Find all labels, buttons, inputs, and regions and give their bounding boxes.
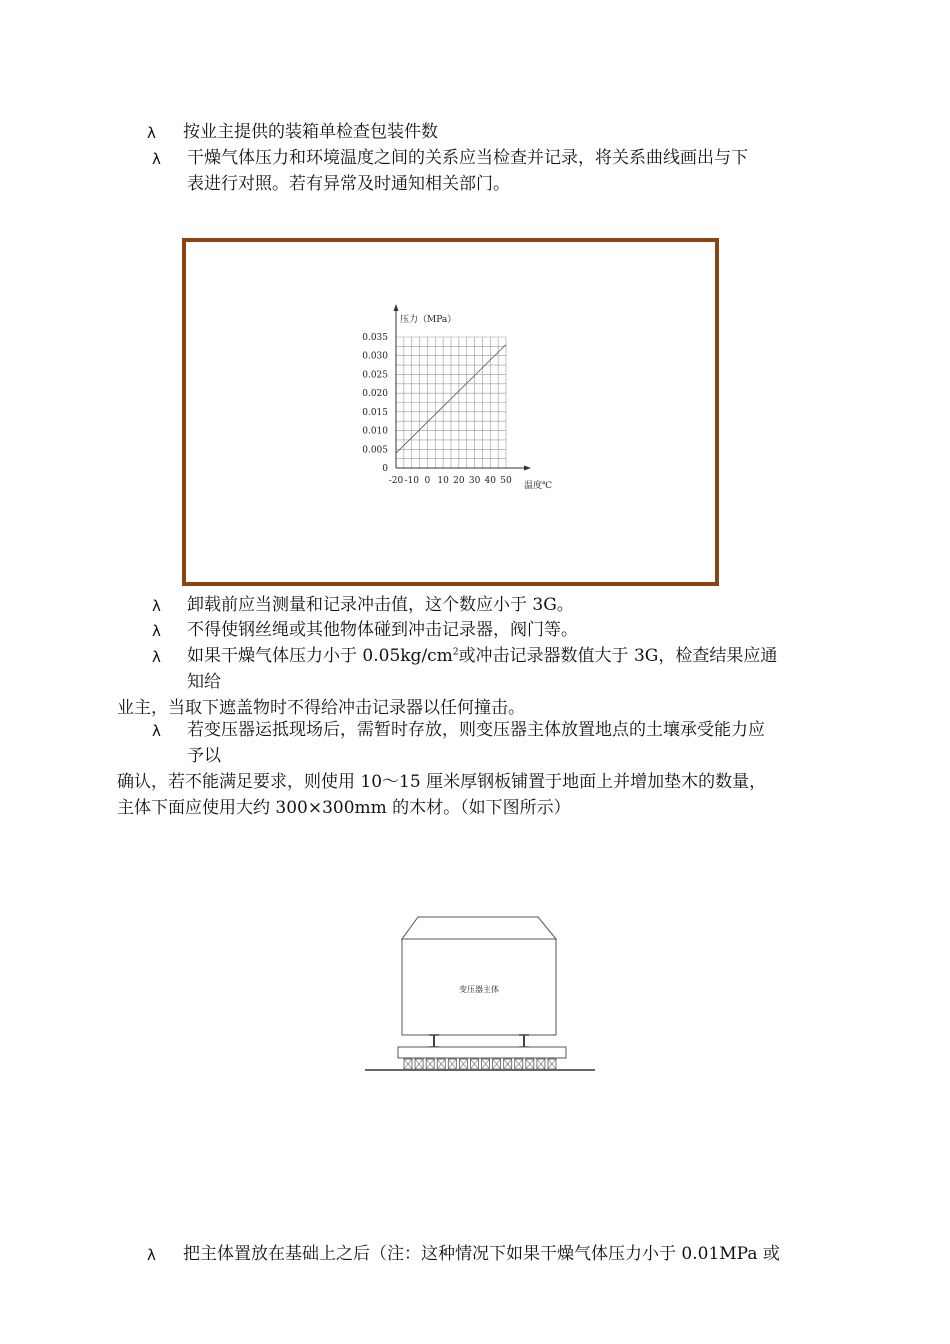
bullet-symbol: λ xyxy=(152,597,161,615)
y-tick-label: 0.010 xyxy=(362,426,388,437)
x-tick-label: 10 xyxy=(437,476,449,486)
y-tick-label: 0.030 xyxy=(362,351,388,362)
x-tick-label: -20 xyxy=(388,476,404,486)
bullet-symbol: λ xyxy=(152,722,161,740)
bullet-symbol: λ xyxy=(147,1246,156,1264)
para-check-packages: 按业主提供的装箱单检查包装件数 xyxy=(183,122,438,142)
x-tick-label: 30 xyxy=(468,476,481,486)
superscript-2: 2 xyxy=(452,647,459,658)
y-tick-label: 0.005 xyxy=(362,445,388,456)
x-tick-label: -10 xyxy=(404,476,419,486)
y-axis-label: 压力（MPa） xyxy=(400,315,457,325)
x-tick-label: 50 xyxy=(500,476,512,486)
y-tick-label: 0 xyxy=(382,464,388,474)
bullet-symbol: λ xyxy=(152,648,161,666)
support-beam-right xyxy=(519,1035,529,1047)
chart-grid xyxy=(396,337,506,468)
x-axis-arrow xyxy=(524,466,531,471)
y-tick-label: 0.020 xyxy=(362,389,388,400)
y-axis-arrow xyxy=(394,304,399,311)
para-storage-l3: 确认，若不能满足要求，则使用 10～15 厘米厚钢板铺置于地面上并增加垫木的数量， xyxy=(117,772,767,792)
steel-base-plate xyxy=(398,1047,566,1058)
para-place-on-foundation: 把主体置放在基础上之后（注：这种情况下如果干燥气体压力小于 0.01MPa 或 xyxy=(183,1244,780,1264)
transformer-cover xyxy=(402,917,556,939)
y-tick-label: 0.025 xyxy=(362,370,388,381)
transformer-storage-diagram xyxy=(360,912,600,1082)
pressure-temperature-chart-frame xyxy=(182,238,719,586)
transformer-body-label: 变压器主体 xyxy=(459,985,499,994)
para-low-pressure-part-a: 如果干燥气体压力小于 0.05kg/cm xyxy=(187,646,453,666)
bullet-symbol: λ xyxy=(152,150,161,168)
support-beam-left xyxy=(429,1035,439,1047)
x-tick-label: 0 xyxy=(424,476,431,486)
para-storage-l4: 主体下面应使用大约 300×300mm 的木材。（如下图所示） xyxy=(117,798,571,818)
para-storage-l1: 若变压器运抵现场后，需暂时存放，则变压器主体放置地点的土壤承受能力应 xyxy=(187,720,765,740)
x-tick-label: 40 xyxy=(484,476,497,486)
para-gas-pressure-l2: 表进行对照。若有异常及时通知相关部门。 xyxy=(187,174,510,194)
x-axis-label: 温度℃ xyxy=(524,481,553,491)
bullet-symbol: λ xyxy=(147,124,156,142)
bullet-symbol: λ xyxy=(152,622,161,640)
para-low-pressure-l2: 知给 xyxy=(187,672,221,692)
y-tick-label: 0.035 xyxy=(362,333,388,343)
para-gas-pressure-l1: 干燥气体压力和环境温度之间的关系应当检查并记录，将关系曲线画出与下 xyxy=(187,148,748,168)
para-low-pressure-part-b: 或冲击记录器数值大于 3G，检查结果应通 xyxy=(458,646,778,666)
pressure-temperature-chart xyxy=(186,242,715,582)
para-shock-value: 卸载前应当测量和记录冲击值，这个数应小于 3G。 xyxy=(187,595,574,615)
para-storage-l2: 予以 xyxy=(187,746,221,766)
para-low-pressure-l1 xyxy=(187,644,777,668)
x-tick-label: 20 xyxy=(453,476,465,486)
para-no-contact: 不得使钢丝绳或其他物体碰到冲击记录器，阀门等。 xyxy=(187,620,578,640)
para-low-pressure-l3: 业主，当取下遮盖物时不得给冲击记录器以任何撞击。 xyxy=(117,698,525,718)
wood-blocks xyxy=(404,1059,556,1069)
y-tick-label: 0.015 xyxy=(362,407,388,418)
